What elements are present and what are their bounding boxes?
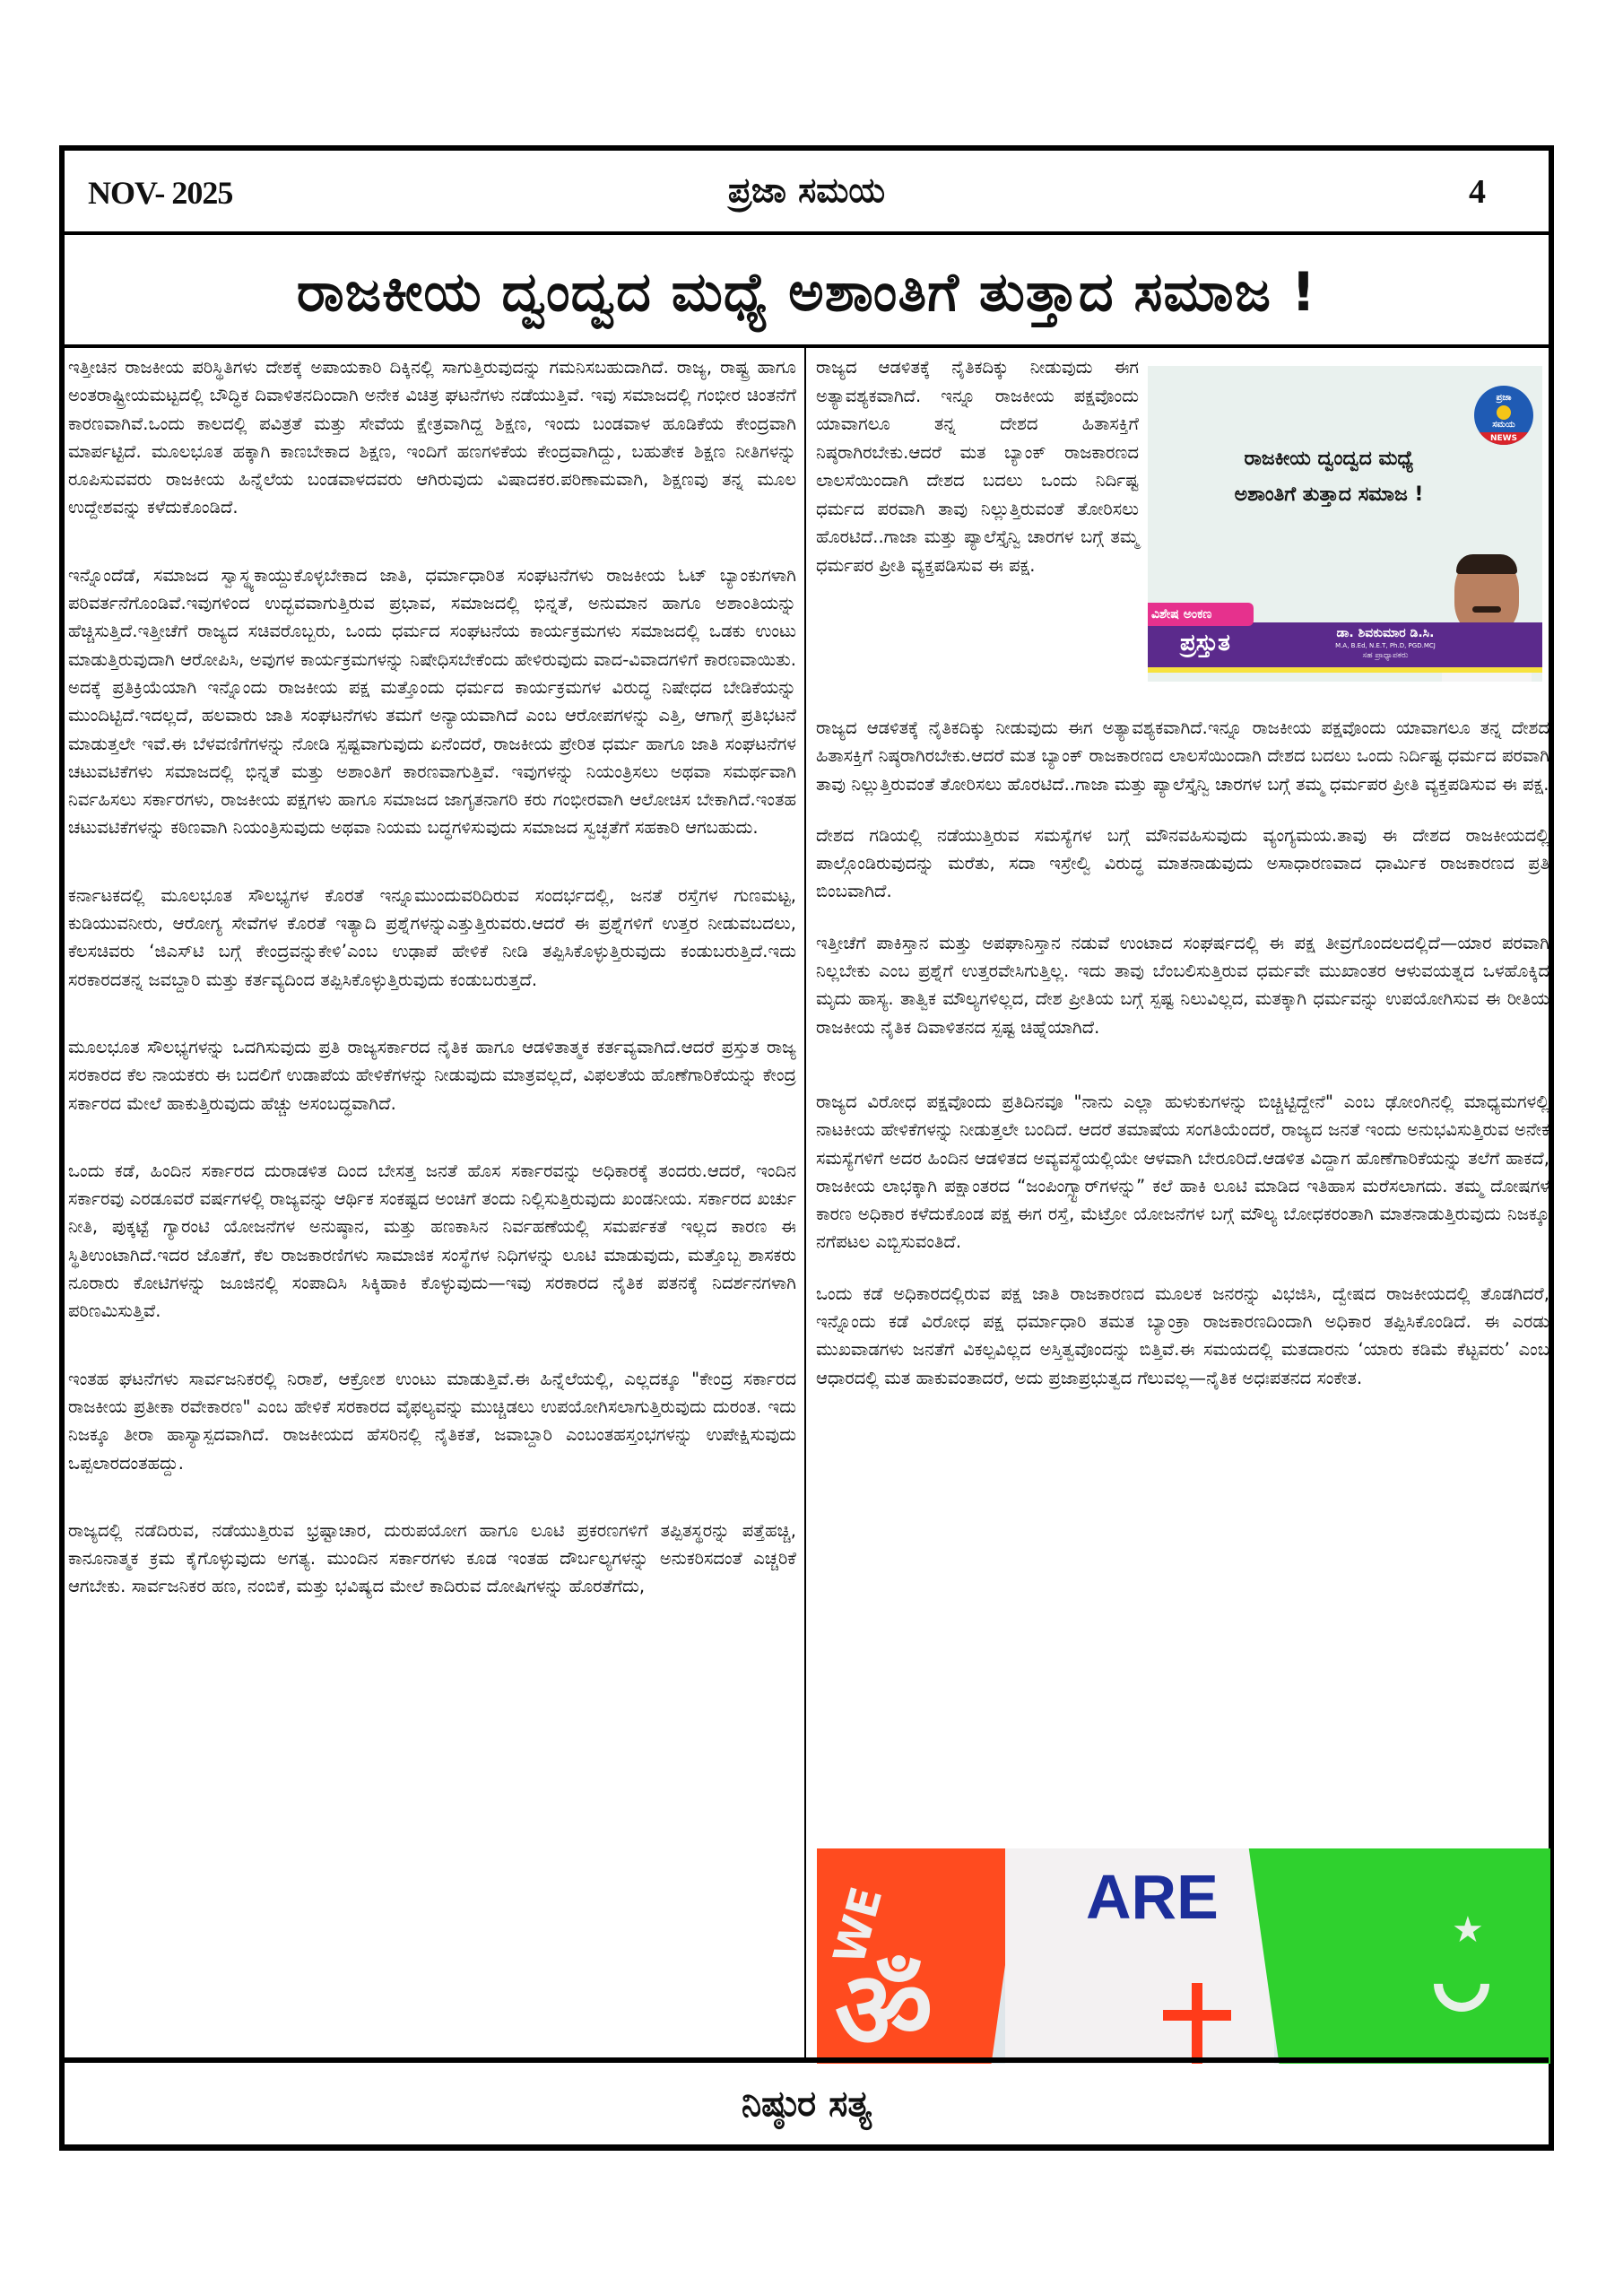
- paragraph: ಒಂದು ಕಡೆ, ಹಿಂದಿನ ಸರ್ಕಾರದ ದುರಾಡಳಿತ ದಿಂದ ಬೇಸತ್ತ ಜನತೆ ಹೊಸ ಸರ್ಕಾರವನ್ನು ಅಧಿಕಾರಕ್ಕೆ ತಂದರು.ಆದರೆ, ಇಂದಿನ ಸರ್ಕಾರವು ಎರಡೂವರೆ ವರ್ಷಗಳಲ್ಲಿ ರಾಜ್ಯವನ್ನು ಆರ್ಥಿಕ ಸಂಕಷ್ಟದ ಅಂಚಿಗೆ ತಂದು ನಿಲ್ಲಿಸುತ್ತಿರುವುದು ಖಂಡನೀಯ. ಸರ್ಕಾರದ ಖರ್ಚು ನೀತಿ, ಪುಕ್ಕಟ್ಟೆ ಗ್ಯಾರಂಟಿ ಯೋಜನೆಗಳ ಅನುಷ್ಠಾನ, ಮತ್ತು ಹಣಕಾಸಿನ ನಿರ್ವಹಣೆಯಲ್ಲಿ ಸಮರ್ಪಕತೆ ಇಲ್ಲದ ಕಾರಣ ಈ ಸ್ಥಿತಿಉಂಟಾಗಿದೆ.ಇದರ ಜೊತೆಗೆ, ಕೆಲ ರಾಜಕಾರಣಿಗಳು ಸಾಮಾಜಿಕ ಸಂಸ್ಥೆಗಳ ನಿಧಿಗಳನ್ನು ಲೂಟಿ ಮಾಡುವುದು, ಮತ್ತೊಬ್ಬ ಶಾಸಕರು ನೂರಾರು ಕೋಟಿಗಳನ್ನು ಜೂಜಿನಲ್ಲಿ ಸಂಪಾದಿಸಿ ಸಿಕ್ಕಿಹಾಕಿ ಕೊಳ್ಳುವುದು—ಇವು ಸರಕಾರದ ನೈತಿಕ ಪತನಕ್ಕೆ ನಿದರ್ಶನಗಳಾಗಿ ಪರಿಣಮಿಸುತ್ತಿವೆ.: [68, 1160, 796, 1322]
- green-kite: [1246, 1848, 1550, 2064]
- paragraph: ದೇಶದ ಗಡಿಯಲ್ಲಿ ನಡೆಯುತ್ತಿರುವ ಸಮಸ್ಯೆಗಳ ಬಗ್ಗೆ ಮೌನವಹಿಸುವುದು ವ್ಯಂಗ್ಯಮಯ.ತಾವು ಈ ದೇಶದ ರಾಜಕೀಯದಲ್ಲಿ ಪಾಲ್ಗೊಂಡಿರುವುದನ್ನು ಮರೆತು, ಸದಾ ಇಸ್ರೇಲ್ವಿ ವಿರುದ್ಧ ಮಾತನಾಡುವುದು ಅಸಾಧಾರಣವಾದ ಧಾರ್ಮಿಕ ರಾಜಕಾರಣದ ಪ್ರತಿ ಬಿಂಬವಾಗಿದೆ.: [816, 824, 1549, 902]
- feature-card-title: ರಾಜಕೀಯ ದ್ವಂದ್ವದ ಮಧ್ಯೆ ಅಶಾಂತಿಗೆ ತುತ್ತಾದ ಸಮಾಜ !: [1234, 448, 1424, 506]
- paragraph: ರಾಜ್ಯದಲ್ಲಿ ನಡೆದಿರುವ, ನಡೆಯುತ್ತಿರುವ ಭ್ರಷ್ಟಾಚಾರ, ದುರುಪಯೋಗ ಹಾಗೂ ಲೂಟಿ ಪ್ರಕರಣಗಳಿಗೆ ತಪ್ಪಿತಸ್ಥರನ್ನು ಪತ್ತೆಹಚ್ಚಿ, ಕಾನೂನಾತ್ಮಕ ಕ್ರಮ ಕೈಗೊಳ್ಳುವುದು ಅಗತ್ಯ. ಮುಂದಿನ ಸರ್ಕಾರಗಳು ಕೂಡ ಇಂತಹ ದೌರ್ಬಲ್ಯಗಳನ್ನು ಅನುಕರಿಸದಂತೆ ಎಚ್ಚರಿಕೆ ಆಗಬೇಕು. ಸಾರ್ವಜನಿಕರ ಹಣ, ನಂಬಿಕೆ, ಮತ್ತು ಭವಿಷ್ಯದ ಮೇಲೆ ಕಾದಿರುವ ದೋಷಿಗಳನ್ನು ಹೊರತೆಗೆದು,: [68, 1519, 796, 1597]
- page-frame: [59, 145, 1554, 2151]
- photo-text-we: WE: [824, 1882, 893, 1970]
- author-name: ಡಾ. ಶಿವಕುಮಾರ ಡಿ.ಸಿ.: [1336, 626, 1435, 640]
- footer: [65, 2057, 1549, 2144]
- paragraph: ಕರ್ನಾಟಕದಲ್ಲಿ ಮೂಲಭೂತ ಸೌಲಭ್ಯಗಳ ಕೊರತೆ ಇನ್ನೂಮುಂದುವರಿದಿರುವ ಸಂದರ್ಭದಲ್ಲಿ, ಜನತೆ ರಸ್ತೆಗಳ ಗುಣಮಟ್ಟ, ಕುಡಿಯುವನೀರು, ಆರೋಗ್ಯ ಸೇವೆಗಳ ಕೊರತೆ ಇತ್ಯಾದಿ ಪ್ರಶ್ನೆಗಳನ್ನುಎತ್ತುತ್ತಿರುವರು.ಆದರೆ ಈ ಪ್ರಶ್ನೆಗಳಿಗೆ ಉತ್ತರ ನೀಡುವಬದಲು, ಕೆಲಸಚಿವರು ‘ಜಿಎಸ್‌ಟಿ ಬಗ್ಗೆ ಕೇಂದ್ರವನ್ನುಕೇಳಿ’ಎಂಬ ಉಢಾಪೆ ಹೇಳಿಕೆ ನೀಡಿ ತಪ್ಪಿಸಿಕೊಳ್ಳುತ್ತಿರುವುದು ಕಂಡುಬರುತ್ತಿದೆ.ಇದು ಸರಕಾರದತನ್ನ ಜವಬ್ದಾರಿ ಮತ್ತು ಕರ್ತವ್ಯದಿಂದ ತಪ್ಪಿಸಿಕೊಳ್ಳುತ್ತಿರುವುದು ಕಂಡುಬರುತ್ತದೆ.: [68, 884, 796, 990]
- publication-logo: ಪ್ರಜಾ ಸಮಯ NEWS: [1474, 386, 1533, 445]
- column-divider: [804, 348, 806, 2057]
- logo-emblem-icon: [1497, 405, 1511, 420]
- paragraph: ಇಂತಹ ಘಟನೆಗಳು ಸಾರ್ವಜನಿಕರಲ್ಲಿ ನಿರಾಶೆ, ಆಕ್ರೋಶ ಉಂಟು ಮಾಡುತ್ತಿವೆ.ಈ ಹಿನ್ನೆಲೆಯಲ್ಲಿ, ಎಲ್ಲದಕ್ಕೂ "ಕೇಂದ್ರ ಸರ್ಕಾರದ ರಾಜಕೀಯ ಪ್ರತೀಕಾ ರವೇಕಾರಣ" ಎಂಬ ಹೇಳಿಕೆ ಸರಕಾರದ ವೈಫಲ್ಯವನ್ನು ಮುಚ್ಚಿಡಲು ಉಪಯೋಗಿಸಲಾಗುತ್ತಿರುವುದು ದುರಂತ. ಇದು ನಿಜಕ್ಕೂ ತೀರಾ ಹಾಸ್ಯಾಸ್ಪದವಾಗಿದೆ. ರಾಜಕೀಯದ ಹೆಸರಿನಲ್ಲಿ ನೈತಿಕತೆ, ಜವಾಬ್ದಾರಿ ಎಂಬಂತಹಸ್ತಂಭಗಳನ್ನು ಉಪೇಕ್ಷಿಸುವುದು ಒಪ್ಪಲಾರದಂತಹದ್ದು.: [68, 1368, 796, 1474]
- column-tag: ವಿಶೇಷ ಅಂಕಣ: [1148, 603, 1254, 626]
- issue-date: NOV- 2025: [88, 175, 233, 211]
- photo-text-are: ARE: [1086, 1862, 1219, 1932]
- masthead: [65, 151, 1549, 235]
- star-icon: ★: [1452, 1909, 1484, 1951]
- paragraph: ರಾಜ್ಯದ ವಿರೋಧ ಪಕ್ಷವೊಂದು ಪ್ರತಿದಿನವೂ "ನಾನು ಎಲ್ಲಾ ಹುಳುಕುಗಳನ್ನು ಬಿಚ್ಚಿಟ್ಟಿದ್ದೇನೆ" ಎಂಬ ಢೋಂಗಿನಲ್ಲಿ ಮಾಧ್ಯಮಗಳಲ್ಲಿ ನಾಟಕೀಯ ಹೇಳಿಕೆಗಳನ್ನು ನೀಡುತ್ತಲೇ ಬಂದಿದೆ. ಆದರೆ ತಮಾಷೆಯ ಸಂಗತಿಯೆಂದರೆ, ರಾಜ್ಯದ ಜನತೆ ಇಂದು ಅನುಭವಿಸುತ್ತಿರುವ ಅನೇಕ ಸಮಸ್ಯೆಗಳಿಗೆ ಅದರ ಹಿಂದಿನ ಆಡಳಿತದ ಅವ್ಯವಸ್ಥೆಯಲ್ಲಿಯೇ ಆಳವಾಗಿ ಬೇರೂರಿದೆ.ಆಡಳಿತ ವಿದ್ದಾಗ ಹೊಣೆಗಾರಿಕೆಯನ್ನು ತಲೆಗೆ ಹಾಕದೆ, ರಾಜಕೀಯ ಲಾಭಕ್ಕಾಗಿ ಪಕ್ಷಾಂತರದ “ಜಂಪಿಂಗ್ಸ್ಟಾರ್‌ಗಳನ್ನು” ಕಲೆ ಹಾಕಿ ಲೂಟಿ ಮಾಡಿದ ಇತಿಹಾಸ ಮರೆಸಲಾಗದು. ತಮ್ಮ ದೋಷಗಳ ಕಾರಣ ಅಧಿಕಾರ ಕಳೆದುಕೊಂಡ ಪಕ್ಷ ಈಗ ರಸ್ತೆ, ಮೆಟ್ರೋ ಯೋಜನೆಗಳ ಬಗ್ಗೆ ಮೌಲ್ಯ ಬೋಧಕರಂತಾಗಿ ಮಾತನಾಡುತ್ತಿರುವುದು ನಿಜಕ್ಕೂ ನಗೆಪಟಲ ಎಬ್ಬಿಸುವಂತಿದೆ.: [816, 1091, 1549, 1253]
- paragraph: ಮೂಲಭೂತ ಸೌಲಭ್ಯಗಳನ್ನು ಒದಗಿಸುವುದು ಪ್ರತಿ ರಾಜ್ಯಸರ್ಕಾರದ ನೈತಿಕ ಹಾಗೂ ಆಡಳಿತಾತ್ಮಕ ಕರ್ತವ್ಯವಾಗಿದೆ.ಆದರೆ ಪ್ರಸ್ತುತ ರಾಜ್ಯ ಸರಕಾರದ ಕೆಲ ನಾಯಕರು ಈ ಬದಲಿಗೆ ಉಡಾಪೆಯ ಹೇಳಿಕೆಗಳನ್ನು ನೀಡುವುದು ಮಾತ್ರವಲ್ಲದೆ, ವಿಫಲತೆಯ ಹೊಣೆಗಾರಿಕೆಯನ್ನು ಕೇಂದ್ರ ಸರ್ಕಾರದ ಮೇಲೆ ಹಾಕುತ್ತಿರುವುದು ಹೆಚ್ಚು ಅಸಂಬದ್ಧವಾಗಿದೆ.: [68, 1036, 796, 1114]
- paragraph: ಇನ್ನೊಂದೆಡೆ, ಸಮಾಜದ ಸ್ವಾಸ್ಥ್ಯಕಾಯ್ದುಕೊಳ್ಳಬೇಕಾದ ಜಾತಿ, ಧರ್ಮಾಧಾರಿತ ಸಂಘಟನೆಗಳು ರಾಜಕೀಯ ಓಟ್ ಬ್ಯಾಂಕುಗಳಾಗಿ ಪರಿವರ್ತನೆಗೊಂಡಿವೆ.ಇವುಗಳಿಂದ ಉದ್ಭವವಾಗುತ್ತಿರುವ ಪ್ರಭಾವ, ಸಮಾಜದಲ್ಲಿ ಭಿನ್ನತೆ, ಅನುಮಾನ ಹಾಗೂ ಅಶಾಂತಿಯನ್ನು ಹೆಚ್ಚಿಸುತ್ತಿದೆ.ಇತ್ತೀಚೆಗೆ ರಾಜ್ಯದ ಸಚಿವರೊಬ್ಬರು, ಒಂದು ಧರ್ಮದ ಸಂಘಟನೆಯ ಕಾರ್ಯಕ್ರಮಗಳು ಸಮಾಜದಲ್ಲಿ ಒಡಕು ಉಂಟು ಮಾಡುತ್ತಿರುವುದಾಗಿ ಆರೋಪಿಸಿ, ಅವುಗಳ ಕಾರ್ಯಕ್ರಮಗಳನ್ನು ನಿಷೇಧಿಸಬೇಕೆಂದು ಹೇಳಿರುವುದು ವಾದ-ವಿವಾದಗಳಿಗೆ ಕಾರಣವಾಯಿತು. ಅದಕ್ಕೆ ಪ್ರತಿಕ್ರಿಯೆಯಾಗಿ ಇನ್ನೊಂದು ರಾಜಕೀಯ ಪಕ್ಷ ಮತ್ತೊಂದು ಧರ್ಮದ ಕಾರ್ಯಕ್ರಮಗಳ ವಿರುದ್ಧ ನಿಷೇಧದ ಬೇಡಿಕೆಯನ್ನು ಮುಂದಿಟ್ಟಿದೆ.ಇದಲ್ಲದೆ, ಹಲವಾರು ಜಾತಿ ಸಂಘಟನೆಗಳು ತಮಗೆ ಅನ್ಯಾಯವಾಗಿದೆ ಎಂಬ ಆರೋಪಗಳನ್ನು ಎತ್ತಿ, ಆಗಾಗ್ಗೆ ಪ್ರತಿಭಟನೆ ಮಾಡುತ್ತಲೇ ಇವೆ.ಈ ಬೆಳವಣಿಗೆಗಳನ್ನು ನೋಡಿ ಸ್ಪಷ್ಟವಾಗುವುದು ಏನೆಂದರೆ, ರಾಜಕೀಯ ಪ್ರೇರಿತ ಧರ್ಮ ಹಾಗೂ ಜಾತಿ ಸಂಘಟನೆಗಳ ಚಟುವಟಿಕೆಗಳು ಸಮಾಜದಲ್ಲಿ ಭಿನ್ನತೆ ಮತ್ತು ಅಶಾಂತಿಗೆ ಕಾರಣವಾಗುತ್ತಿವೆ. ಇವುಗಳನ್ನು ನಿಯಂತ್ರಿಸಲು ಅಥವಾ ಸಮರ್ಥವಾಗಿ ನಿರ್ವಹಿಸಲು ಸರ್ಕಾರಗಳು, ರಾಜಕೀಯ ಪಕ್ಷಗಳು ಹಾಗೂ ಸಮಾಜದ ಜಾಗೃತನಾಗರಿ ಕರು ಗಂಭೀರವಾಗಿ ಆಲೋಚಿಸ ಬೇಕಾಗಿದೆ.ಇಂತಹ ಚಟುವಟಿಕೆಗಳನ್ನು ಕಠಿಣವಾಗಿ ನಿಯಂತ್ರಿಸುವುದು ಅಥವಾ ನಿಯಮ ಬದ್ಧಗಳಿಸುವುದು ಸಮಾಜದ ಸ್ವಚ್ಛತೆಗೆ ಸಹಕಾರಿ ಆಗಬಹುದು.: [68, 564, 796, 839]
- author-qualifications: M.A, B.Ed, N.E.T, Ph.D, PGD.MCJ: [1335, 642, 1436, 649]
- cross-icon: [1192, 1983, 1202, 2064]
- feature-card: [1148, 366, 1542, 682]
- paragraph: ರಾಜ್ಯದ ಆಡಳಿತಕ್ಕೆ ನೈತಿಕದಿಕ್ಕು ನೀಡುವುದು ಈಗ ಅತ್ಯಾವಶ್ಯಕವಾಗಿದೆ.ಇನ್ನೂ ರಾಜಕೀಯ ಪಕ್ಷವೊಂದು ಯಾವಾಗಲೂ ತನ್ನ ದೇಶದ ಹಿತಾಸಕ್ತಿಗೆ ನಿಷ್ಠರಾಗಿರಬೇಕು.ಆದರೆ ಮತ ಬ್ಯಾಂಕ್ ರಾಜಕಾರಣದ ಲಾಲಸೆಯಿಂದಾಗಿ ದೇಶದ ಬದಲು ಒಂದು ನಿರ್ದಿಷ್ಟ ಧರ್ಮದ ಪರವಾಗಿ ತಾವು ನಿಲ್ಲುತ್ತಿರುವಂತೆ ತೋರಿಸಲು ಹೊರಟಿದೆ..ಗಾಜಾ ಮತ್ತು ಪ್ಯಾಲೆಸ್ತೈನ್ವಿ ಚಾರಗಳ ಬಗ್ಗೆ ತಮ್ಮ ಧರ್ಮಪರ ಪ್ರೀತಿ ವ್ಯಕ್ತಪಡಿಸುವ ಈ ಪಕ್ಷ.: [816, 718, 1549, 795]
- right-top-section: [816, 353, 1549, 682]
- footer-slogan: ನಿಷ್ಠುರ ಸತ್ಯ: [741, 2083, 872, 2125]
- paragraph: ರಾಜ್ಯದ ಆಡಳಿತಕ್ಕೆ ನೈತಿಕದಿಕ್ಕು ನೀಡುವುದು ಈಗ ಅತ್ಯಾವಶ್ಯಕವಾಗಿದೆ. ಇನ್ನೂ ರಾಜಕೀಯ ಪಕ್ಷವೊಂದು ಯಾವಾಗಲೂ ತನ್ನ ದೇಶದ ಹಿತಾಸಕ್ತಿಗೆ ನಿಷ್ಠರಾಗಿರಬೇಕು.ಆದರೆ ಮತ ಬ್ಯಾಂಕ್ ರಾಜಕಾರಣದ ಲಾಲಸೆಯಿಂದಾಗಿ ದೇಶದ ಬದಲು ಒಂದು ನಿರ್ದಿಷ್ಟ ಧರ್ಮದ ಪರವಾಗಿ ತಾವು ನಿಲ್ಲುತ್ತಿರುವಂತೆ ತೋರಿಸಲು ಹೊರಟಿದೆ..ಗಾಜಾ ಮತ್ತು ಪ್ಯಾಲೆಸ್ತೈನ್ವಿ ಚಾರಗಳ ಬಗ್ಗೆ ತಮ್ಮ ಧರ್ಮಪರ ಪ್ರೀತಿ ವ್ಯಕ್ತಪಡಿಸುವ ಈ ಪಕ್ಷ.: [816, 357, 1139, 576]
- page-number: 4: [1469, 173, 1486, 211]
- right-column: [816, 353, 1549, 2064]
- paragraph: ಒಂದು ಕಡೆ ಅಧಿಕಾರದಲ್ಲಿರುವ ಪಕ್ಷ ಜಾತಿ ರಾಜಕಾರಣದ ಮೂಲಕ ಜನರನ್ನು ವಿಭಜಿಸಿ, ದ್ವೇಷದ ರಾಜಕೀಯದಲ್ಲಿ ತೊಡಗಿದರೆ, ಇನ್ನೊಂದು ಕಡೆ ವಿರೋಧ ಪಕ್ಷ ಧರ್ಮಾಧಾರಿ ತಮತ ಬ್ಯಾಂಕ್ರಾ ರಾಜಕಾರಣದಿಂದಾಗಿ ಅಧಿಕಾರ ತಪ್ಪಿಸಿಕೊಂಡಿದೆ. ಈ ಎರಡು ಮುಖವಾಡಗಳು ಜನತೆಗೆ ವಿಕಲ್ಪವಿಲ್ಲದ ಅಸ್ತಿತ್ವವೊಂದನ್ನು ಬಿತ್ತಿವೆ.ಈ ಸಮಯದಲ್ಲಿ ಮತದಾರನು ‘ಯಾರು ಕಡಿಮೆ ಕೆಟ್ಟವರು’ ಎಂಬ ಆಧಾರದಲ್ಲಿ ಮತ ಹಾಕುವಂತಾದರೆ, ಅದು ಪ್ರಜಾಪ್ರಭುತ್ವದ ಗೆಲುವಲ್ಲ—ನೈತಿಕ ಅಧಃಪತನದ ಸಂಕೇತ.: [816, 1283, 1549, 1388]
- left-column: [68, 353, 796, 1624]
- headline-box: [65, 235, 1549, 348]
- article-headline: ರಾಜಕೀಯ ದ್ವಂದ್ವದ ಮಧ್ಯೆ ಅಶಾಂತಿಗೆ ತುತ್ತಾದ ಸಮಾಜ !: [296, 261, 1317, 324]
- publication-name: ಪ್ರಜಾ ಸಮಯ: [727, 170, 886, 210]
- religious-kites-photo: [817, 1848, 1550, 2064]
- author-info: [1309, 626, 1462, 660]
- om-symbol-icon: ॐ: [835, 1949, 933, 2064]
- author-role: ಸಹ ಪ್ರಾಧ್ಯಾಪಕರು: [1362, 651, 1409, 660]
- column-name: ಪ್ರಸ್ತುತ: [1180, 630, 1230, 657]
- feature-card-stripe: [1148, 667, 1542, 673]
- paragraph: ಇತ್ತೀಚೆಗೆ ಪಾಕಿಸ್ತಾನ ಮತ್ತು ಅಪಘಾನಿಸ್ತಾನ ನಡುವೆ ಉಂಟಾದ ಸಂಘರ್ಷದಲ್ಲಿ ಈ ಪಕ್ಷ ತೀವ್ರಗೊಂದಲದಲ್ಲಿದೆ—ಯಾರ ಪರವಾಗಿ ನಿಲ್ಲಬೇಕು ಎಂಬ ಪ್ರಶ್ನೆಗೆ ಉತ್ತರವೇಸಿಗುತ್ತಿಲ್ಲ. ಇದು ತಾವು ಬೆಂಬಲಿಸುತ್ತಿರುವ ಧರ್ಮವೇ ಮುಖಾಂತರ ಆಳುವಯತ್ನದ ಒಳಹೊಕ್ಕಿದ ಮೃದು ಹಾಸ್ಯ. ತಾತ್ವಿಕ ಮೌಲ್ಯಗಳಿಲ್ಲದ, ದೇಶ ಪ್ರೀತಿಯ ಬಗ್ಗೆ ಸ್ಪಷ್ಟ ನಿಲುವಿಲ್ಲದ, ಮತಕ್ಕಾಗಿ ಧರ್ಮವನ್ನು ಉಪಯೋಗಿಸುವ ಈ ರೀತಿಯ ರಾಜಕೀಯ ನೈತಿಕ ದಿವಾಳಿತನದ ಸ್ಪಷ್ಟ ಚಿಹ್ನೆಯಾಗಿದೆ.: [816, 932, 1549, 1038]
- paragraph: ಇತ್ತೀಚಿನ ರಾಜಕೀಯ ಪರಿಸ್ಥಿತಿಗಳು ದೇಶಕ್ಕೆ ಅಪಾಯಕಾರಿ ದಿಕ್ಕಿನಲ್ಲಿ ಸಾಗುತ್ತಿರುವುದನ್ನು ಗಮನಿಸಬಹುದಾಗಿದೆ. ರಾಜ್ಯ, ರಾಷ್ಟ್ರ ಹಾಗೂ ಅಂತರಾಷ್ಟ್ರೀಯಮಟ್ಟದಲ್ಲಿ ಬೌದ್ಧಿಕ ದಿವಾಳಿತನದಿಂದಾಗಿ ಅನೇಕ ವಿಚಿತ್ರ ಘಟನೆಗಳು ನಡೆಯುತ್ತಿವೆ. ಇವು ಸಮಾಜದಲ್ಲಿ ಗಂಭೀರ ಚಿಂತನೆಗೆ ಕಾರಣವಾಗಿವೆ.ಒಂದು ಕಾಲದಲ್ಲಿ ಪವಿತ್ರತೆ ಮತ್ತು ಸೇವೆಯ ಕ್ಷೇತ್ರವಾಗಿದ್ದ ಶಿಕ್ಷಣ, ಇಂದು ಬಂಡವಾಳ ಹೂಡಿಕೆಯ ಕೇಂದ್ರವಾಗಿ ಮಾರ್ಪಟ್ಟಿದೆ. ಮೂಲಭೂತ ಹಕ್ಕಾಗಿ ಕಾಣಬೇಕಾದ ಶಿಕ್ಷಣ, ಇಂದಿಗೆ ಹಣಗಳಿಕೆಯ ಕೇಂದ್ರವಾಗಿದ್ದು, ಬಹುತೇಕ ಶಿಕ್ಷಣ ನೀತಿಗಳನ್ನು ರೂಪಿಸುವವರು ರಾಜಕೀಯ ಹಿನ್ನೆಲೆಯ ಬಂಡವಾಳದವರು ಆಗಿರುವುದು ವಿಷಾದಕರ.ಪರಿಣಾಮವಾಗಿ, ಶಿಕ್ಷಣವು ತನ್ನ ಮೂಲ ಉದ್ದೇಶವನ್ನು ಕಳೆದುಕೊಂಡಿದೆ.: [68, 357, 796, 518]
